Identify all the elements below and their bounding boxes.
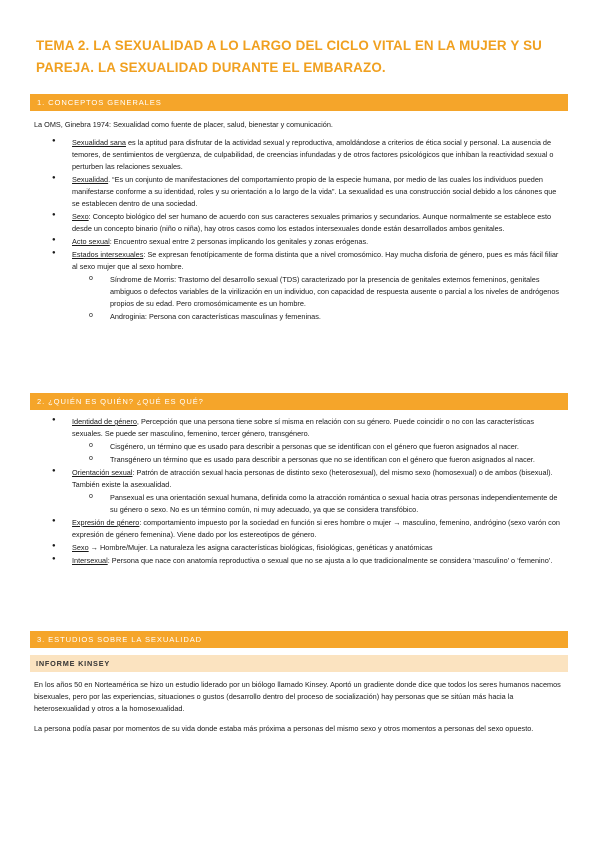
term: Intersexual bbox=[72, 556, 108, 566]
definition: : Concepto biológico del ser humano de acuerdo con sus caracteres sexuales primarios y secundarios. Aunque normalmente se establece esto desde un concepto binario (niño o niña), hay otros casos como los estados intersexuales donde están desarrollados ambos genitales. bbox=[72, 211, 552, 233]
definition: es la aptitud para disfrutar de la actividad sexual y reproductiva, amoldándose a criterios de ética social y personal. La ausencia de temores, de sentimientos de vergüenza, de culpabilidad, de creencias infundadas y de otros factores psicológicos que inhiban la reactividad sexual o perturben las relaciones sexuales. bbox=[72, 138, 554, 171]
sub-list-item: o Androginia: Persona con características masculinas y femeninas. bbox=[72, 311, 565, 323]
sub-list bbox=[72, 492, 565, 516]
list-item bbox=[50, 555, 565, 567]
term: Sexualidad bbox=[72, 174, 109, 184]
definition: . “Es un conjunto de manifestaciones del comportamiento propio de la especie humana, por medio de las cuales los individuos pueden manifestarse conforme a su identidad, roles y su orientación a lo largo de la vida”. La sexualidad es una construcción social debido a los cánones que se establecen dentro de una sociedad. bbox=[72, 174, 557, 208]
paragraph: La persona podía pasar por momentos de su vida donde estaba más próxima a personas del mismo sexo y otros momentos a personas del sexo opuesto. bbox=[34, 724, 534, 734]
definition: : comportamiento impuesto por la sociedad en función si eres hombre o mujer → masculino, femenino, andrógino (sexo varón con expresión de género femenina). Viene dado por los estereotipos de género. bbox=[72, 518, 560, 539]
list-item bbox=[50, 137, 565, 172]
sub-list bbox=[72, 274, 565, 323]
list-item bbox=[50, 174, 565, 209]
list-item bbox=[50, 416, 565, 466]
subheading-informe-kinsey: INFORME KINSEY bbox=[30, 655, 568, 672]
section-3-body bbox=[34, 679, 564, 744]
sub-list-item: o Transgénero un término que es usado para describir a personas que no se identifican con el género que fueron asignados al nacer. bbox=[72, 454, 565, 466]
sub-list-item: o Cisgénero, un término que es usado para describir a personas que se identifican con el género que fueron asignados al nacer. bbox=[72, 441, 565, 453]
section-heading-2: 2. ¿QUIÉN ES QUIÉN? ¿QUÉ ES QUÉ? bbox=[30, 393, 568, 410]
definition: : Patrón de atracción sexual hacia personas de distinto sexo (heterosexual), del mismo sexo (homosexual) o de ambos (bisexual). También existe la asexualidad. bbox=[72, 468, 553, 490]
list-item bbox=[50, 211, 565, 235]
sub-list-item: o Síndrome de Morris: Trastorno del desarrollo sexual (TDS) caracterizado por la presencia de genitales externos femeninos, genitales ambiguos o defectos variables de la virilización en un individuo, con capacidad de respuesta ausente o parcial a los niveles de andrógenos propios de su edad. Pero cromosómicamente es un hombre. bbox=[72, 274, 565, 309]
paragraph: En los años 50 en Norteamérica se hizo un estudio liderado por un biólogo llamado Kinsey. Aportó un gradiente donde dice que todos los seres humanos nacemos bisexuales, pero por las experiencias, situaciones o gustos (desarrollo dentro del proceso de socialización) hay personas que se sitúan más hacia la heterosexualidad y otros a la homosexualidad. bbox=[34, 680, 561, 713]
list-item bbox=[50, 236, 565, 248]
sub-list-item: o Pansexual es una orientación sexual humana, definida como la atracción romántica o sexual hacia otras personas independientemente de su género o sexo. No es un término común, ni muy adecuado, ya que se considera transfóbico. bbox=[72, 492, 565, 516]
term: Sexualidad sana bbox=[72, 138, 126, 147]
list-item bbox=[50, 467, 565, 515]
term: Expresión de género bbox=[72, 518, 140, 527]
definition: , Percepción que una persona tiene sobre sí misma en relación con su género. Puede coincidir o no con las características sexuales. Se puede ser masculino, femenino, tercer género, transgénero. bbox=[72, 417, 535, 438]
term: Estados intersexuales bbox=[72, 250, 144, 260]
section-heading-1: 1. CONCEPTOS GENERALES bbox=[30, 94, 568, 111]
term: Sexo bbox=[72, 543, 89, 553]
list-item bbox=[50, 249, 565, 322]
section-1-intro: La OMS, Ginebra 1974: Sexualidad como fuente de placer, salud, bienestar y comunicación. bbox=[34, 120, 333, 129]
definition: : Persona que nace con anatomía reproductiva o sexual que no se ajusta a lo que tradicionalmente se considera ‘masculino’ o ‘femenino’. bbox=[107, 556, 553, 566]
sub-list bbox=[72, 441, 565, 466]
page-title: TEMA 2. LA SEXUALIDAD A LO LARGO DEL CICLO VITAL EN LA MUJER Y SU PAREJA. LA SEXUALIDAD DURANTE EL EMBARAZO. bbox=[36, 38, 542, 75]
list-item bbox=[50, 517, 565, 541]
section-1-list bbox=[50, 137, 565, 324]
term: Sexo bbox=[72, 211, 89, 221]
definition: → Hombre/Mujer. La naturaleza les asigna características biológicas, fisiológicas, genéticas y anatómicas bbox=[88, 543, 433, 553]
list-item bbox=[50, 542, 565, 554]
definition: : Encuentro sexual entre 2 personas implicando los genitales y zonas erógenas. bbox=[109, 237, 369, 246]
section-heading-3: 3. ESTUDIOS SOBRE LA SEXUALIDAD bbox=[30, 631, 568, 648]
section-2-list bbox=[50, 416, 565, 569]
term: Identidad de género bbox=[72, 417, 137, 426]
definition: : Se expresan fenotípicamente de forma distinta que a nivel cromosómico. Hay mucha disforia de género, pues es más fácil filiar al sexo mujer que al sexo hombre. bbox=[72, 250, 559, 272]
term: Acto sexual bbox=[72, 237, 110, 246]
term: Orientación sexual bbox=[72, 468, 133, 478]
